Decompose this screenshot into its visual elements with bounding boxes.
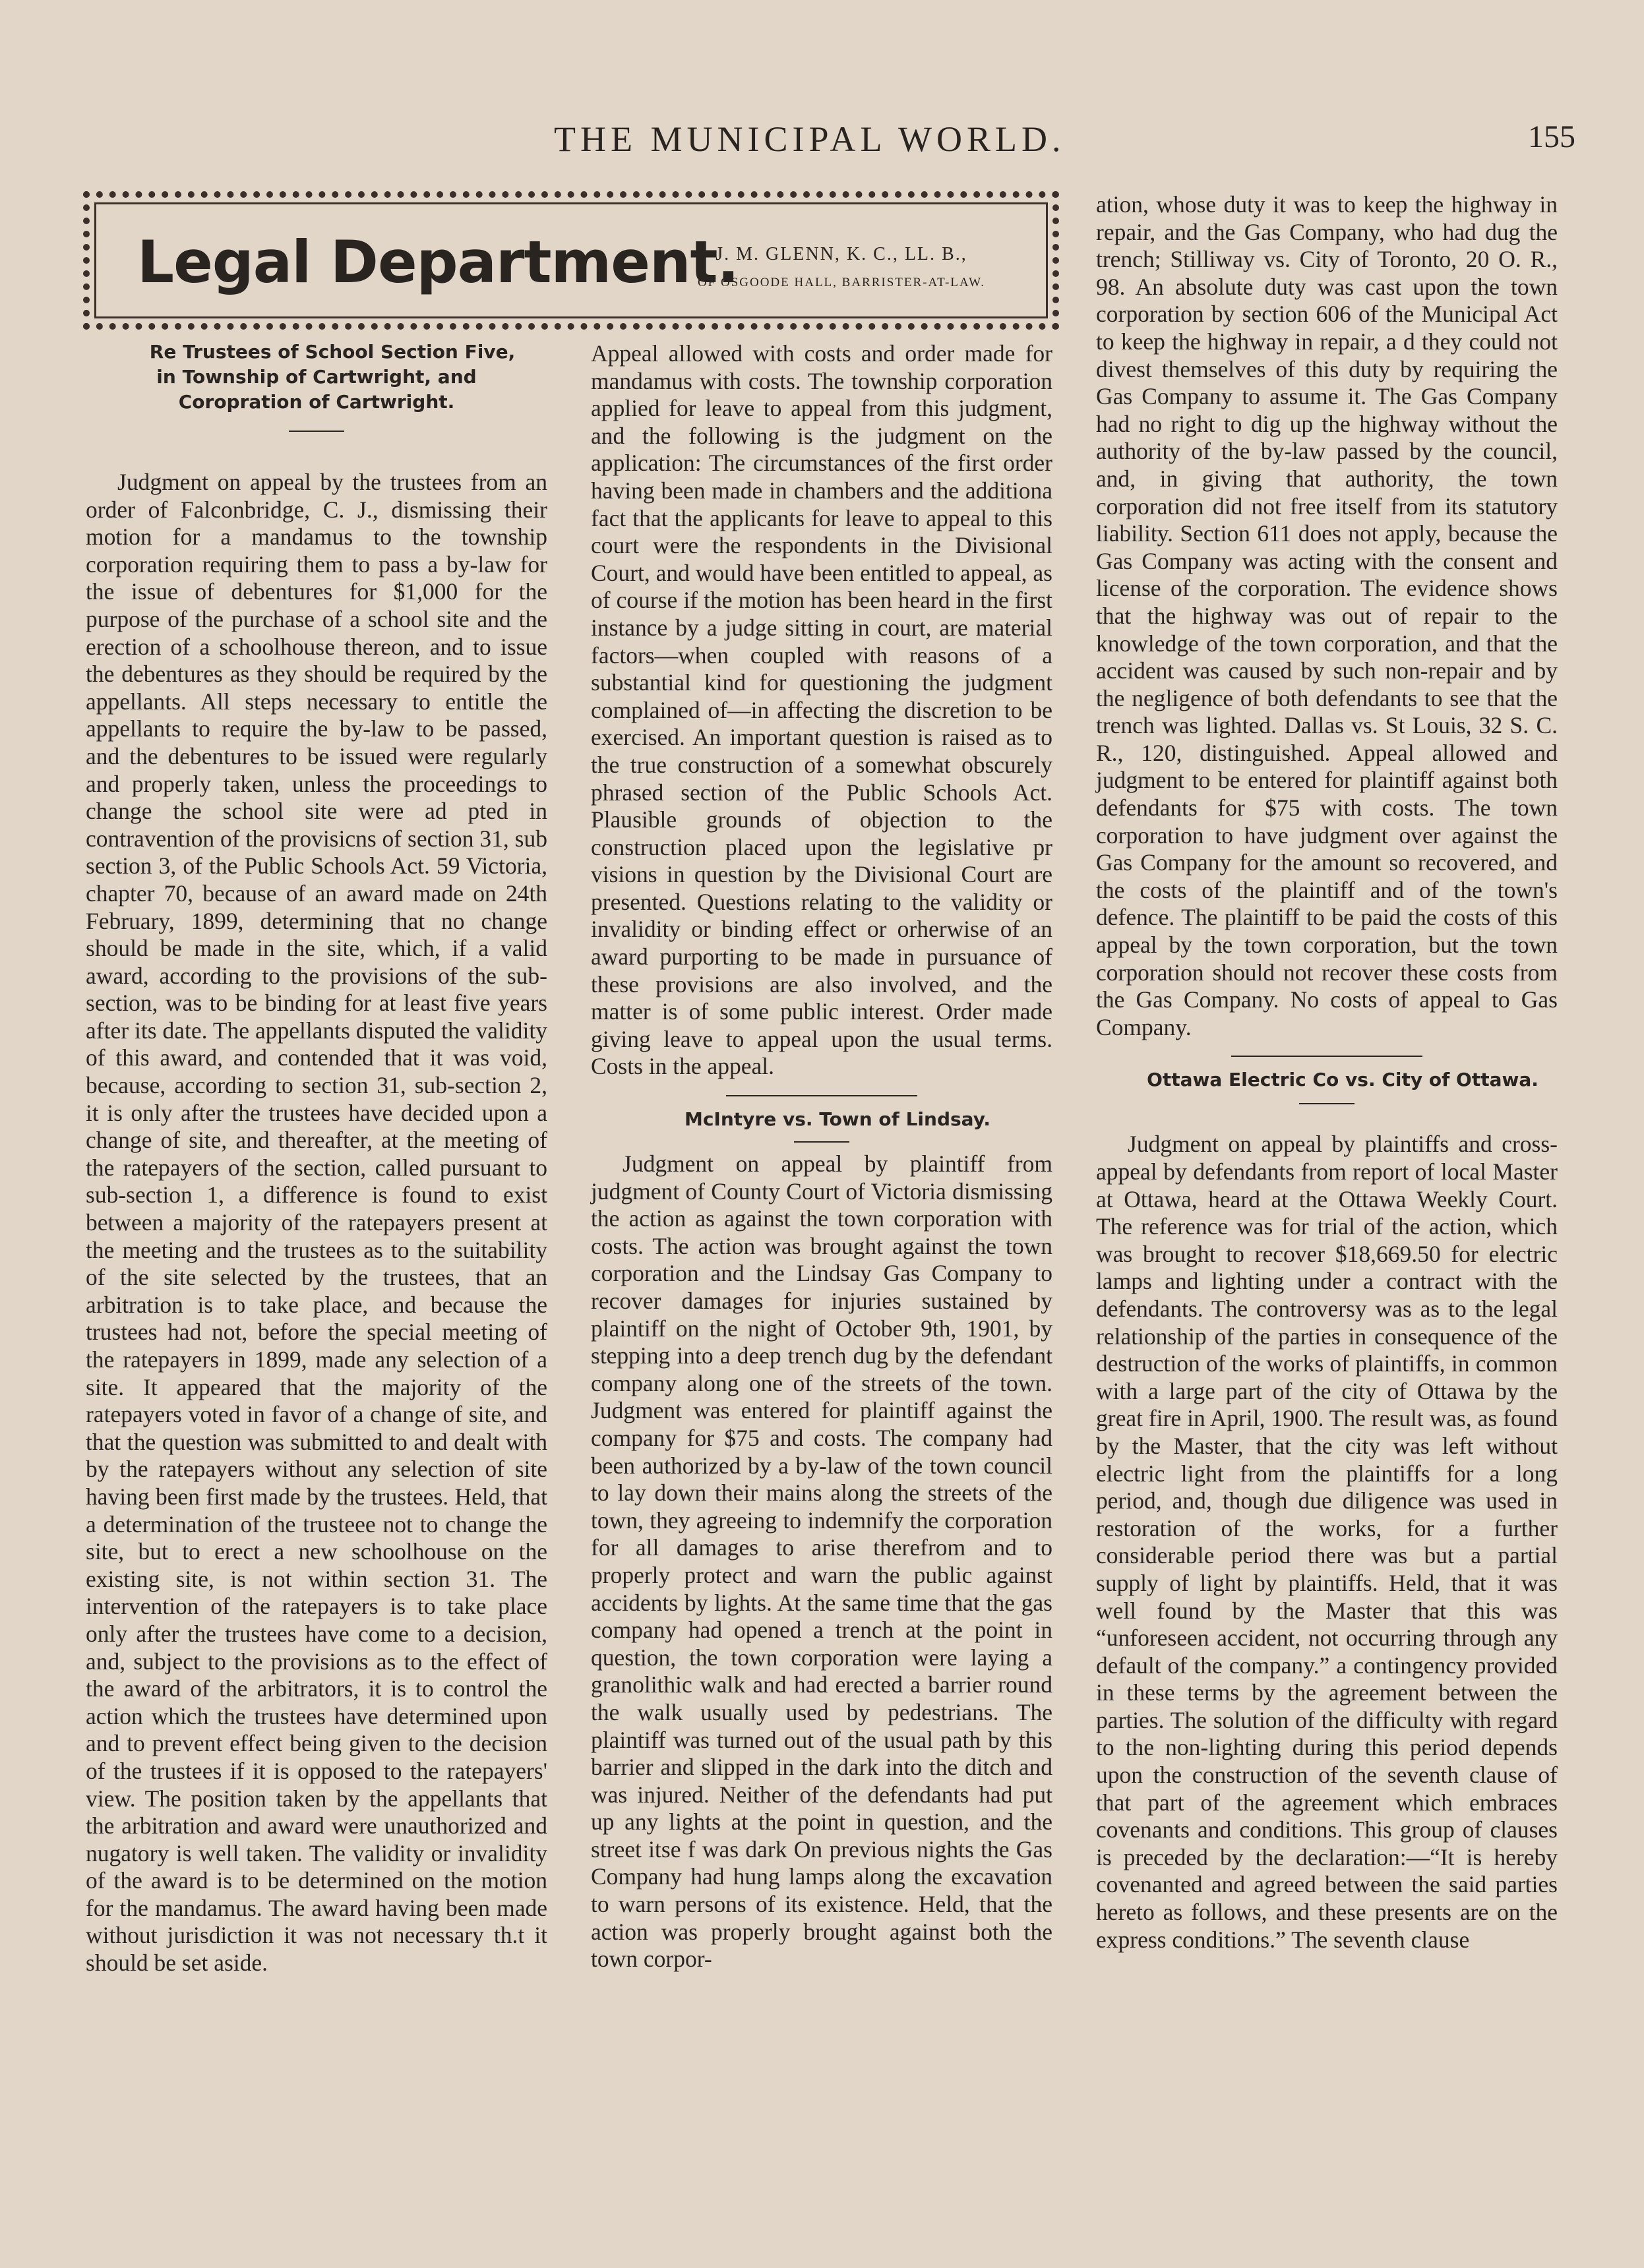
case-title-ottawa-electric: Ottawa Electric Co vs. City of Ottawa. (1147, 1069, 1538, 1091)
case-text-ottawa-electric: Judgment on appeal by plaintiffs and cross-appeal by defendants from report of local Master at Ottawa, heard at the Ottawa Weekly Court. The reference was for trial of the action, which was brought to recover $18,669.50 for electric lamps and lighting under a contract with the defendants. The controversy was as to the legal relationship of the parties in consequence of the destruction of the works of plaintiffs, in common with a large part of the city of Ottawa by the great fire in April, 1900. The result was, as found by the Master, that the city was left without electric light from the plaintiffs for a long period, and, though due diligence was used in restoration of the works, for a further considerable period there was but a partial supply of light by plaintiffs. Held, that it was well found by the Master that this was “unforeseen accident, not occurring through any default of the company.” a contingency provided in these terms by the agreement between the parties. The solution of the difficulty with regard to the non-lighting during this period depends upon the construction of the seventh clause of that part of the agreement which embraces covenants and conditions. This group of clauses is preceded by the declaration:—“It is hereby covenanted and agreed between the said parties hereto as follows, and these presents are on the express conditions.” The seventh clause (1096, 1131, 1558, 1953)
case-text-school-section-continued: Appeal allowed with costs and order made for mandamus with costs. The township corporation applied for leave to appeal from this judgment, and the following is the judgment on the application: The circumstances of the first order having been made in chambers and the additiona fact that the applicants for leave to appeal to this court were the respondents in the Divisional Court, and would have been entitled to appeal, as of course if the motion has been heard in the first instance by a judge sitting in court, are material factors—when coupled with reasons of a substantial kind for questioning the judgment complained of—in affecting the discretion to be exercised. An important question is raised as to the true construction of a somewhat obscurely phrased section of the Public Schools Act. Plausible grounds of objection to the construction placed upon the legislative pr visions in question by the Divisional Court are presented. Questions relating to the validity or invalidity or binding effect or orherwise of an award purporting to be made in pursuance of these provisions are also involved, and the matter is of some public interest. Order made giving leave to appeal upon the usual terms. Costs in the appeal. (591, 340, 1052, 1080)
divider (726, 1095, 917, 1096)
legal-department-banner (83, 191, 1059, 330)
case-title-mcintyre: McIntyre vs. Town of Lindsay. (684, 1108, 991, 1131)
page-number: 155 (1528, 119, 1575, 154)
page-header (0, 119, 1644, 171)
divider (289, 431, 344, 432)
divider (1231, 1056, 1422, 1057)
column-2 (591, 340, 1052, 1973)
divider (794, 1141, 849, 1143)
department-editor-affiliation: OF OSGOODE HALL, BARRISTER-AT-LAW. (697, 276, 986, 289)
running-title: THE MUNICIPAL WORLD. (554, 119, 1066, 159)
divider (1299, 1103, 1355, 1104)
department-editor: J. M. GLENN, K. C., LL. B., (715, 244, 967, 264)
case-text-mcintyre-continued: ation, whose duty it was to keep the highway in repair, and the Gas Company, who had dug the trench; Stilliway vs. City of Toronto, 20 O. R., 98. An absolute duty was cast upon the town corporation by section 606 of the Municipal Act to keep the highway in repair, a d they could not divest themselves of this duty by requiring the Gas Company to assume it. The Gas Company had no right to dig up the highway without the authority of the by-law passed by the council, and, in giving that authority, the town corporation did not free itself from its statutory liability. Section 611 does not apply, because the Gas Company was acting with the consent and license of the corporation. The evidence shows that the highway was out of repair to the knowledge of the town corporation, and that the accident was caused by such non-repair and by the negligence of both defendants to see that the trench was lighted. Dallas vs. St Louis, 32 S. C. R., 120, distinguished. Appeal allowed and judgment to be entered for plaintiff against both defendants for $75 with costs. The town corporation to have judgment over against the Gas Company for the amount so recovered, and the costs of the plaintiff and of the town's defence. The plaintiff to be paid the costs of this appeal by the town corporation, but the town corporation should not recover these costs from the Gas Company. No costs of appeal to Gas Company. (1096, 191, 1558, 1040)
column-3 (1096, 191, 1558, 1954)
case-text-school-section: Judgment on appeal by the trustees from an order of Falconbridge, C. J., dismissing their motion for a mandamus to the township corporation requiring them to pass a by-law for the issue of debentures for $1,000 for the purpose of the purchase of a school site and the erection of a schoolhouse thereon, and to issue the debentures as they should be required by the appellants. All steps necessary to entitle the appellants to require the by-law to be passed, and the debentures to be issued were regularly and properly taken, unless the proceedings to change the school site were ad pted in contravention of the provisicns of section 31, sub section 3, of the Public Schools Act. 59 Victoria, chapter 70, because of an award made on 24th February, 1899, determining that no change should be made in the site, which, if a valid award, according to the provisions of the sub-section, was to be binding for at least five years after its date. The appellants disputed the validity of this award, and contended that it was void, because, according to section 31, sub-section 2, it is only after the trustees have decided upon a change of site, and thereafter, at the meeting of the ratepayers of the section, called pursuant to sub-section 1, a difference is found to exist between a majority of the ratepayers present at the meeting and the trustees as to the suitability of the site selected by the trustees, that an arbitration is to take place, and because the trustees had not, before the special meeting of the ratepayers in 1899, made any selection of a site. It appeared that the majority of the ratepayers voted in favor of a change of site, and that the question was submitted to and dealt with by the ratepayers without any selection of site having been first made by the trustees. Held, that a determination of the trusteee not to change the site, but to erect a new schoolhouse on the existing site, is not within section 31. The intervention of the ratepayers is to take place only after the trustees have come to a decision, and, subject to the provisions as to the effect of the award of the arbitrators, it is to control the action which the trustees have determined upon and to prevent effect being given to the decision of the trustees if it is opposed to the ratepayers' view. The position taken by the appellants that the arbitration and award were unauthorized and nugatory is well taken. The validity or invalidity of the award is to be determined on the motion for the mandamus. The award having been made without jurisdiction it was not necessary th.t it should be set aside. (86, 469, 547, 1977)
case-text-mcintyre: Judgment on appeal by plaintiff from judgment of County Court of Victoria dismissing the action as against the town corporation with costs. The action was brought against the town corporation and the Lindsay Gas Company to recover damages for injuries sustained by plaintiff on the night of October 9th, 1901, by stepping into a deep trench dug by the defendant company along one of the streets of the town. Judgment was entered for plaintiff against the company for $75 and costs. The company had been authorized by a by-law of the town council to lay down their mains along the streets of the town, they agreeing to indemnify the corporation for all damages to arise therefrom and to properly protect and warn the public against accidents by lights. At the same time that the gas company had opened a trench at the point in question, the town corporation were laying a granolithic walk and had erected a barrier round the walk usually used by pedestrians. The plaintiff was turned out of the usual path by this barrier and slipped in the dark into the ditch and was injured. Neither of the defendants had put up any lights at the point in question, and the street itse f was dark On previous nights the Gas Company had hung lamps along the excavation to warn persons of its existence. Held, that the action was properly brought against both the town corpor- (591, 1150, 1052, 1973)
column-1 (86, 340, 547, 1977)
case-title-school-section: Re Trustees of School Section Five, in Township of Cartwright, and Coropration of Cartwright. (149, 341, 516, 413)
department-title: Legal Department. (137, 228, 739, 296)
